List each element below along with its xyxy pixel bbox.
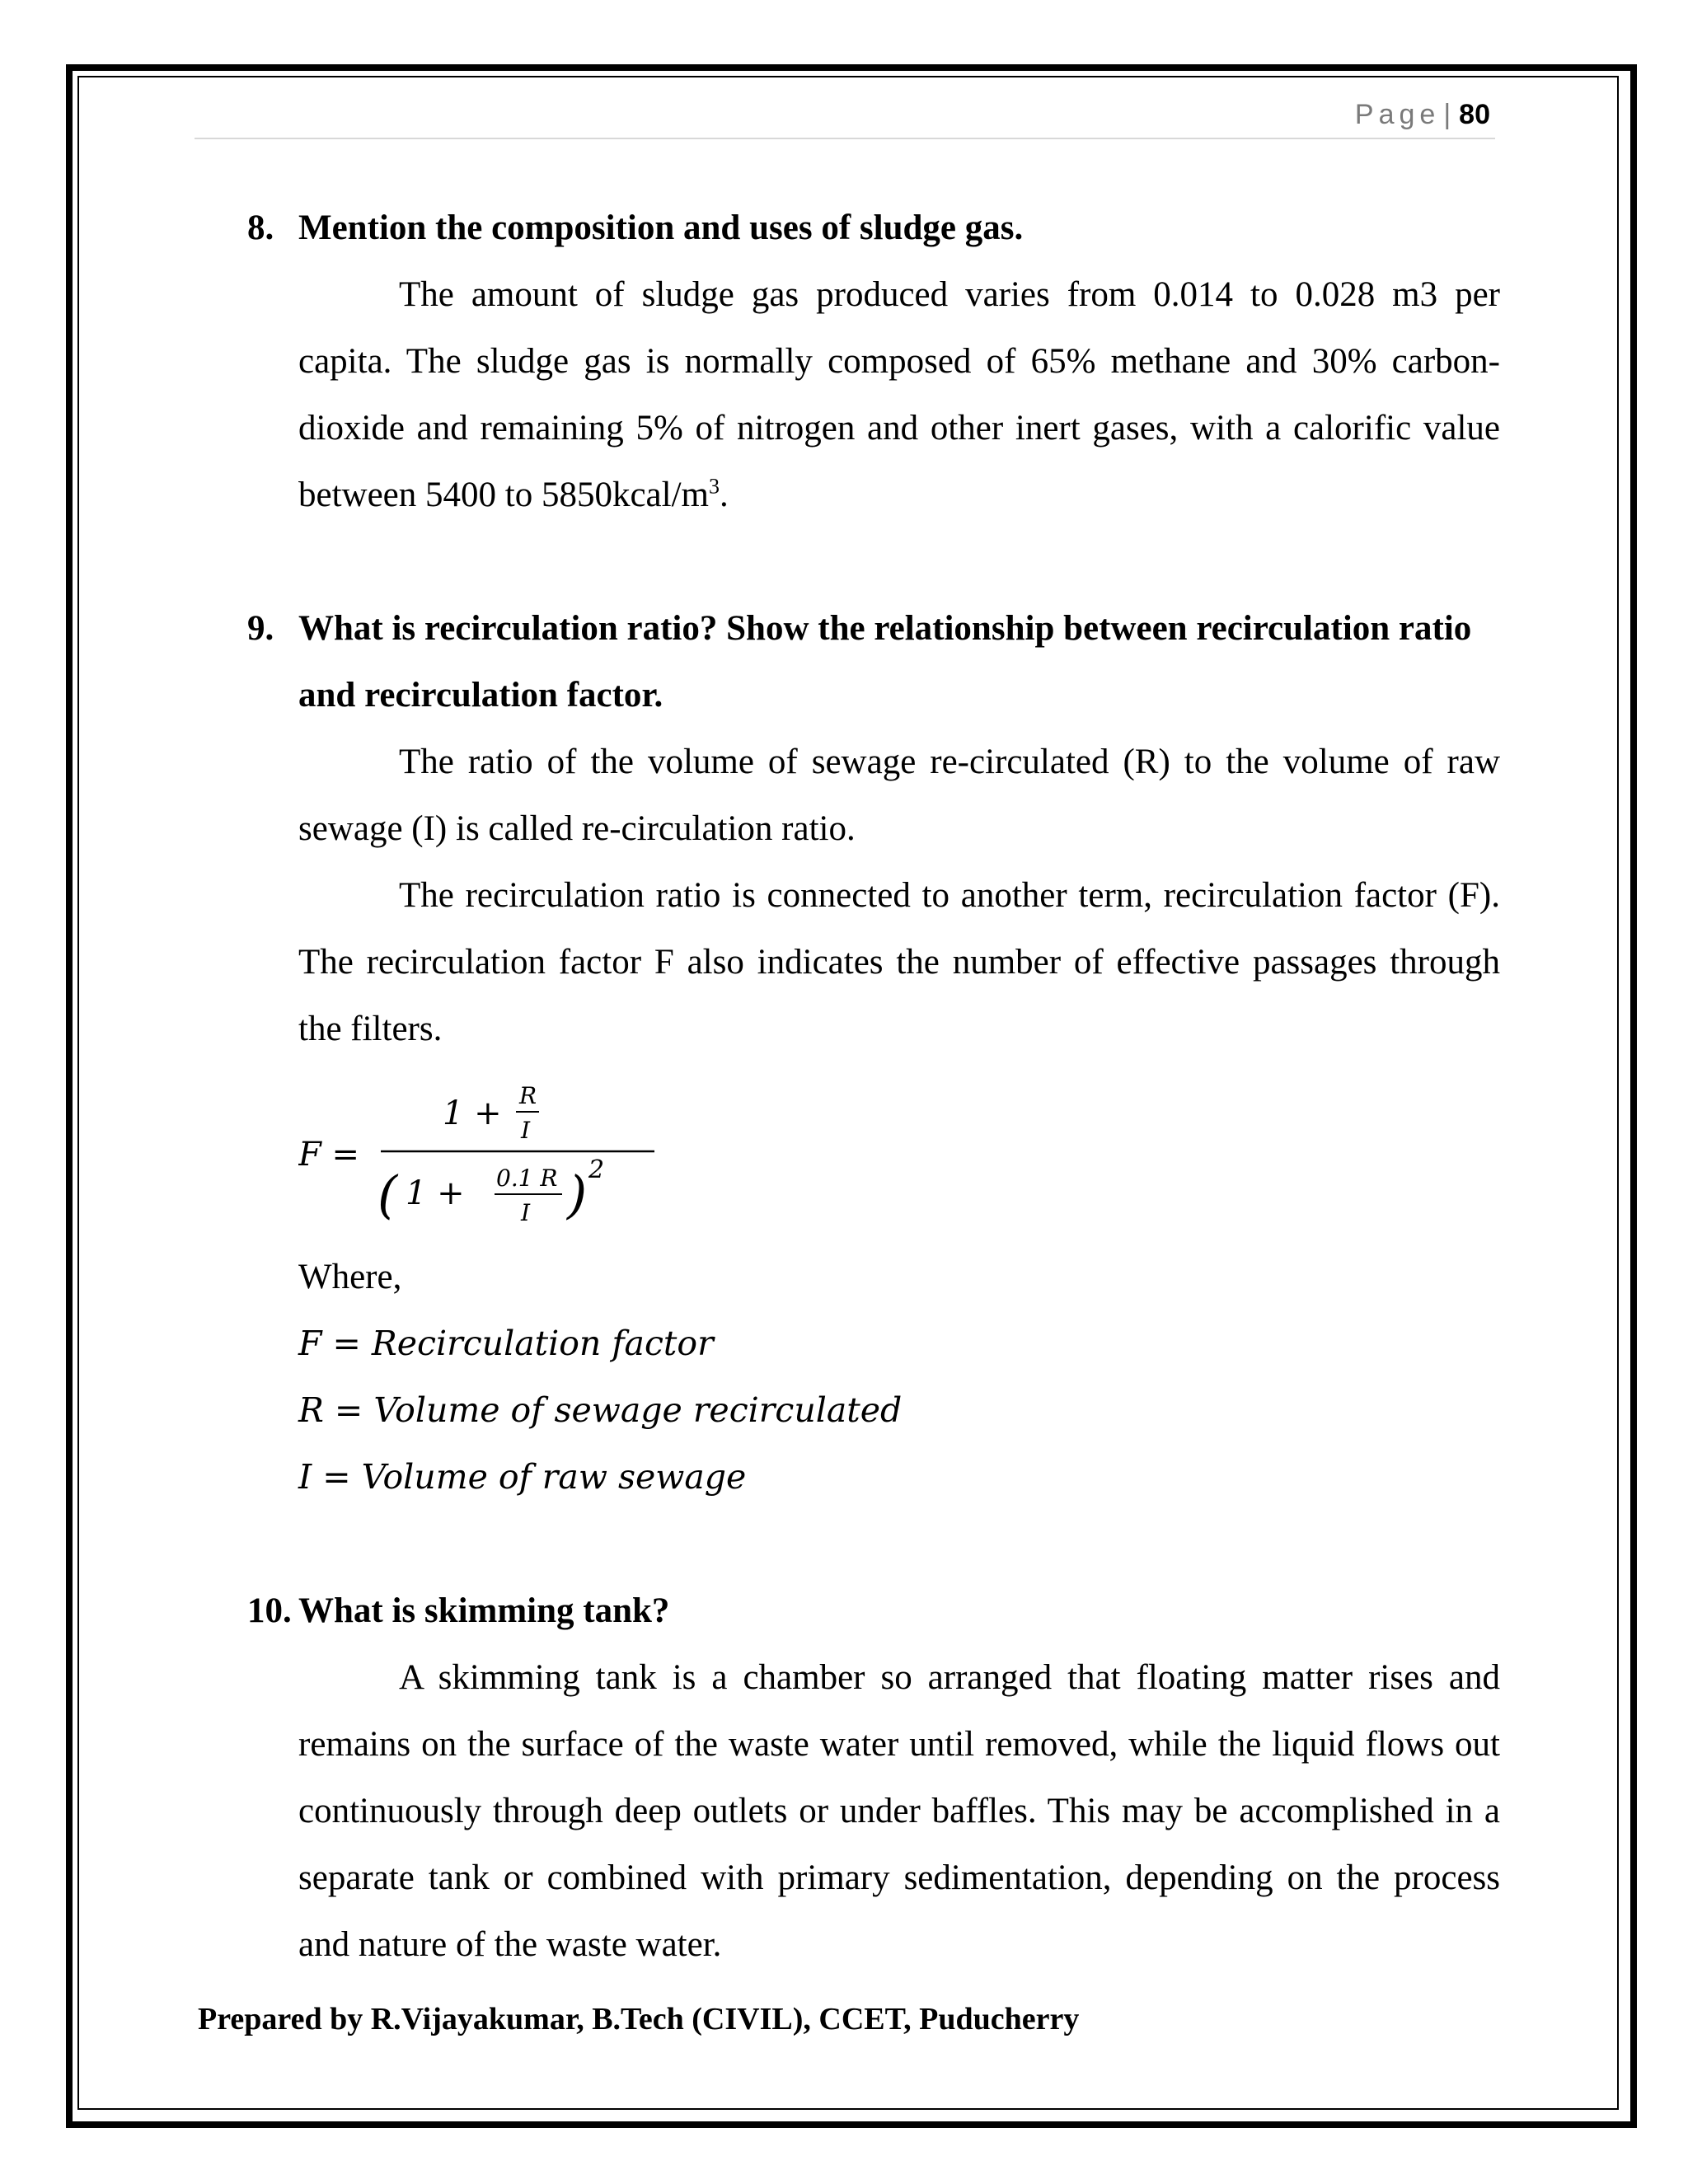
question-10-answer [298, 1644, 1500, 1978]
question-9-heading [247, 595, 1533, 729]
page-footer: Prepared by R.Vijayakumar, B.Tech (CIVIL), CCET, Puducherry [198, 2002, 1080, 2036]
question-8-answer-text: The amount of sludge gas produced varies from 0.014 to 0.028 m3 per capita. The sludge gas is normally composed of 65% methane and 30% carbon-dioxide and remaining 5% of nitrogen and other inert gases, with a calorific value between 5400 to 5850kcal/m [298, 275, 1500, 514]
definition-R-equals: = [334, 1390, 363, 1430]
question-10-answer-text: A skimming tank is a chamber so arranged that floating matter rises and remains on the surface of the waste water until removed, while the liquid flows out continuously through deep outlets or under baffles. This may be accomplished in a separate tank or combined with primary sedimentation, depending on the process and nature of the waste water. [298, 1658, 1500, 1964]
question-9-title: What is recirculation ratio? Show the relationship between recirculation ratio and recirculation factor. [298, 609, 1472, 715]
question-9-para2-text: The recirculation ratio is connected to another term, recirculation factor (F). The recirculation factor F also indicates the number of effective passages through the filters. [298, 876, 1500, 1048]
page-content [247, 194, 1533, 1978]
question-9-para1-text: The ratio of the volume of sewage re-circulated (R) to the volume of raw sewage (I) is called re-circulation ratio. [298, 743, 1500, 848]
definition-I-text: Volume of raw sewage [361, 1457, 747, 1497]
formula-numerator-R: R [519, 1082, 537, 1109]
formula-denominator-open-paren: ( [377, 1165, 398, 1225]
question-10-number: 10. [247, 1591, 292, 1630]
definition-F-equals: = [332, 1324, 361, 1363]
definition-R-symbol: R [298, 1390, 324, 1430]
question-8-answer [298, 261, 1500, 528]
where-label: Where, [298, 1258, 402, 1296]
formula-svg [298, 1062, 710, 1244]
definition-I [298, 1444, 1533, 1511]
page-label: Page [1354, 99, 1441, 130]
formula-numerator-one-plus: 1 + [443, 1094, 502, 1132]
question-8-heading [247, 194, 1533, 261]
definition-F-text: Recirculation factor [371, 1324, 714, 1363]
definition-F [298, 1310, 1533, 1377]
question-8-number: 8. [247, 209, 274, 247]
definition-F-symbol: F [298, 1324, 322, 1363]
definition-R [298, 1377, 1533, 1444]
definition-R-text: Volume of sewage recirculated [373, 1390, 903, 1430]
header-rule [195, 138, 1495, 139]
question-8-title: Mention the composition and uses of sludge gas. [298, 209, 1024, 247]
question-9-answer-para1 [298, 729, 1500, 862]
question-8-answer-end: . [719, 476, 729, 514]
page-number: 80 [1459, 99, 1490, 130]
page-separator: | [1443, 99, 1451, 130]
variable-definitions [298, 1310, 1533, 1511]
formula-denominator-close-paren: ) [567, 1165, 588, 1225]
definition-I-symbol: I [298, 1457, 312, 1497]
formula-exponent: 2 [588, 1155, 605, 1184]
question-9-answer-para2 [298, 862, 1500, 1062]
question-10-heading [247, 1577, 1533, 1644]
question-8-answer-superscript: 3 [708, 474, 720, 499]
page-header [1355, 99, 1490, 131]
formula-denominator-I: I [521, 1199, 531, 1226]
question-9-number: 9. [247, 609, 274, 648]
formula-denominator-one-plus: 1 + [406, 1174, 465, 1212]
formula-denominator-coef: 0.1 R [496, 1165, 558, 1192]
formula-numerator-I: I [521, 1117, 531, 1144]
definition-I-equals: = [322, 1457, 351, 1497]
question-10-title: What is skimming tank? [298, 1591, 670, 1630]
formula-lhs: F = [298, 1136, 359, 1174]
recirculation-factor-formula [298, 1062, 1533, 1244]
